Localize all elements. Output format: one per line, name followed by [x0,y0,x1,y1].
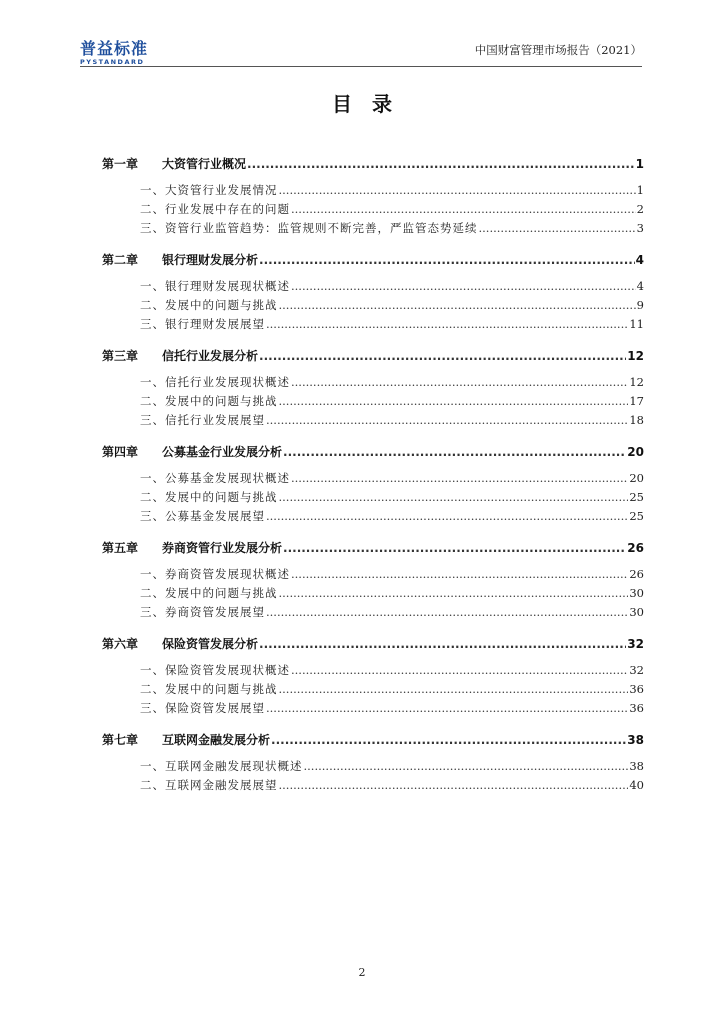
chapter-number: 第二章 [102,253,139,267]
dot-leader [266,413,628,427]
section-page-number: 1 [636,183,644,197]
dot-leader [479,221,636,235]
section-page-number: 32 [629,663,644,677]
chapter-number: 第三章 [102,349,139,363]
toc-section-entry[interactable] [102,758,644,777]
section-title: 二、行业发展中存在的问题 [140,202,290,216]
section-page-number: 40 [629,778,644,792]
dot-leader [291,471,628,485]
chapter-page-number: 20 [627,445,644,459]
dot-leader [283,445,626,459]
dot-leader [266,509,628,523]
section-page-number: 26 [629,567,644,581]
toc-section-entry[interactable] [102,201,644,220]
toc-chapter-entry[interactable] [102,347,644,367]
toc-section-entry[interactable] [102,374,644,393]
section-title: 二、发展中的问题与挑战 [140,682,278,696]
dot-leader [279,586,629,600]
toc-section-entry[interactable] [102,585,644,604]
dot-leader [279,298,636,312]
chapter-number: 第七章 [102,733,139,747]
pystandard-logo [80,40,148,66]
toc-chapter-entry[interactable] [102,635,644,655]
toc-section-entry[interactable] [102,393,644,412]
toc-section-entry[interactable] [102,297,644,316]
section-page-number: 12 [629,375,644,389]
section-page-number: 36 [629,682,644,696]
toc-chapter-entry[interactable] [102,251,644,271]
section-page-number: 30 [629,605,644,619]
section-title: 二、发展中的问题与挑战 [140,490,278,504]
page-number: 2 [358,966,366,979]
dot-leader [259,349,626,363]
dot-leader [266,605,628,619]
toc-title: 目录 [332,92,412,116]
section-page-number: 3 [636,221,644,235]
section-page-number: 25 [629,490,644,504]
section-page-number: 30 [629,586,644,600]
section-title: 一、券商资管发展现状概述 [140,567,290,581]
chapter-title: 银行理财发展分析 [162,253,259,267]
chapter-title: 大资管行业概况 [162,157,247,171]
header-divider [80,66,642,67]
section-title: 二、发展中的问题与挑战 [140,394,278,408]
chapter-title: 券商资管行业发展分析 [162,541,283,555]
page-header [0,0,724,75]
section-page-number: 38 [629,759,644,773]
chapter-number: 第四章 [102,445,139,459]
dot-leader [283,541,626,555]
chapter-page-number: 38 [627,733,644,747]
section-page-number: 4 [636,279,644,293]
section-page-number: 9 [636,298,644,312]
toc-section-entry[interactable] [102,700,644,719]
chapter-page-number: 1 [635,157,644,171]
toc-chapter-entry[interactable] [102,731,644,751]
dot-leader [266,701,628,715]
section-title: 二、发展中的问题与挑战 [140,586,278,600]
toc-section-entry[interactable] [102,662,644,681]
dot-leader [291,375,628,389]
toc-section-entry[interactable] [102,777,644,796]
dot-leader [279,778,629,792]
section-page-number: 25 [629,509,644,523]
dot-leader [279,490,629,504]
section-title: 三、银行理财发展展望 [140,317,265,331]
section-page-number: 2 [636,202,644,216]
dot-leader [291,279,636,293]
section-page-number: 17 [629,394,644,408]
dot-leader [279,183,636,197]
toc-chapter-entry[interactable] [102,539,644,559]
chapter-number: 第六章 [102,637,139,651]
toc-section-entry[interactable] [102,604,644,623]
toc-section-entry[interactable] [102,489,644,508]
section-title: 一、公募基金发展现状概述 [140,471,290,485]
section-page-number: 20 [629,471,644,485]
section-page-number: 18 [629,413,644,427]
section-title: 三、保险资管发展展望 [140,701,265,715]
section-title: 三、公募基金发展展望 [140,509,265,523]
dot-leader [304,759,629,773]
toc-section-entry[interactable] [102,470,644,489]
section-page-number: 11 [629,317,644,331]
toc-section-entry[interactable] [102,220,644,239]
toc-section-entry[interactable] [102,278,644,297]
table-of-contents [102,155,644,796]
section-title: 一、大资管行业发展情况 [140,183,278,197]
toc-section-entry[interactable] [102,316,644,335]
chapter-title: 保险资管发展分析 [162,637,259,651]
dot-leader [259,253,635,267]
toc-section-entry[interactable] [102,508,644,527]
section-title: 三、券商资管发展展望 [140,605,265,619]
chapter-page-number: 32 [627,637,644,651]
dot-leader [266,317,628,331]
section-title: 二、发展中的问题与挑战 [140,298,278,312]
toc-chapter-entry[interactable] [102,155,644,175]
toc-section-entry[interactable] [102,681,644,700]
chapter-page-number: 26 [627,541,644,555]
dot-leader [291,567,628,581]
section-title: 一、保险资管发展现状概述 [140,663,290,677]
chapter-page-number: 4 [635,253,644,267]
dot-leader [279,682,629,696]
section-title: 一、互联网金融发展现状概述 [140,759,303,773]
logo-chinese-text: 普益标准 [80,39,149,58]
report-title: 中国财富管理市场报告（2021） [474,43,642,57]
chapter-number: 第五章 [102,541,139,555]
toc-section-entry[interactable] [102,182,644,201]
section-title: 二、互联网金融发展展望 [140,778,278,792]
dot-leader [291,202,636,216]
dot-leader [279,394,629,408]
chapter-number: 第一章 [102,157,139,171]
section-title: 一、信托行业发展现状概述 [140,375,290,389]
section-title: 三、资管行业监管趋势：监管规则不断完善，严监管态势延续 [140,221,478,235]
chapter-title: 信托行业发展分析 [162,349,259,363]
dot-leader [291,663,628,677]
toc-chapter-entry[interactable] [102,443,644,463]
dot-leader [247,157,635,171]
toc-section-entry[interactable] [102,566,644,585]
chapter-title: 互联网金融发展分析 [162,733,271,747]
chapter-page-number: 12 [627,349,644,363]
logo-english-text: PYSTANDARD [80,58,145,66]
section-title: 一、银行理财发展现状概述 [140,279,290,293]
section-page-number: 36 [629,701,644,715]
toc-section-entry[interactable] [102,412,644,431]
dot-leader [271,733,626,747]
dot-leader [259,637,626,651]
chapter-title: 公募基金行业发展分析 [162,445,283,459]
section-title: 三、信托行业发展展望 [140,413,265,427]
